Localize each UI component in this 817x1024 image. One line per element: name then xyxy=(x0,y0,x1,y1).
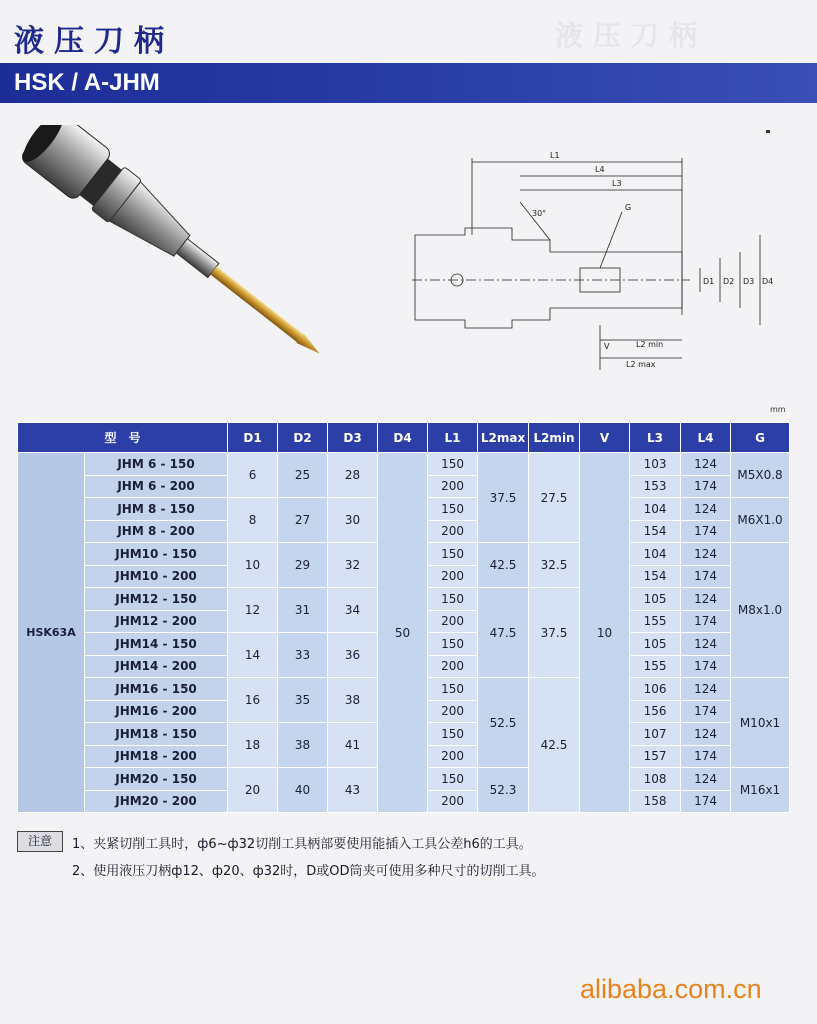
dim-label-v: V xyxy=(604,342,610,351)
model-cell: JHM 6 - 200 xyxy=(85,475,228,498)
note-line-2: 2、使用液压刀柄ф12、ф20、ф32时，D或OD筒夹可使用多种尺寸的切削工具。 xyxy=(72,864,545,879)
l1-cell: 200 xyxy=(428,565,478,588)
l1-cell: 150 xyxy=(428,723,478,746)
col-header-l4: L4 xyxy=(681,423,731,453)
d3-cell: 32 xyxy=(328,543,378,588)
l3-cell: 103 xyxy=(630,453,681,476)
l1-cell: 200 xyxy=(428,475,478,498)
col-header-v: V xyxy=(580,423,630,453)
l1-cell: 200 xyxy=(428,700,478,723)
l2max-cell: 52.5 xyxy=(478,678,529,768)
l2min-cell: 27.5 xyxy=(529,453,580,543)
product-photo xyxy=(20,125,330,385)
l4-cell: 174 xyxy=(681,745,731,768)
col-header-model: 型 号 xyxy=(18,423,228,453)
col-header-d2: D2 xyxy=(278,423,328,453)
l2max-cell: 47.5 xyxy=(478,588,529,678)
g-cell: M16x1 xyxy=(731,768,790,813)
l4-cell: 174 xyxy=(681,700,731,723)
col-header-d4: D4 xyxy=(378,423,428,453)
col-header-l2min: L2min xyxy=(529,423,580,453)
l1-cell: 200 xyxy=(428,745,478,768)
l3-cell: 104 xyxy=(630,543,681,566)
page-subtitle: HSK / A-JHM xyxy=(14,69,160,96)
model-cell: JHM18 - 200 xyxy=(85,745,228,768)
l4-cell: 174 xyxy=(681,565,731,588)
d1-cell: 16 xyxy=(228,678,278,723)
d2-cell: 40 xyxy=(278,768,328,813)
d3-cell: 38 xyxy=(328,678,378,723)
l4-cell: 124 xyxy=(681,588,731,611)
d3-cell: 34 xyxy=(328,588,378,633)
d2-cell: 35 xyxy=(278,678,328,723)
col-header-l2max: L2max xyxy=(478,423,529,453)
l1-cell: 200 xyxy=(428,610,478,633)
d1-cell: 20 xyxy=(228,768,278,813)
d2-cell: 27 xyxy=(278,498,328,543)
l1-cell: 150 xyxy=(428,768,478,791)
dim-label-l1: L1 xyxy=(550,151,560,160)
technical-drawing xyxy=(400,140,775,375)
dim-label-l4: L4 xyxy=(595,165,605,174)
d2-cell: 31 xyxy=(278,588,328,633)
l3-cell: 105 xyxy=(630,588,681,611)
g-cell: M6X1.0 xyxy=(731,498,790,543)
spec-table xyxy=(17,422,790,813)
model-cell: JHM20 - 150 xyxy=(85,768,228,791)
l3-cell: 154 xyxy=(630,520,681,543)
l2max-cell: 42.5 xyxy=(478,543,529,588)
l3-cell: 153 xyxy=(630,475,681,498)
l2max-cell: 52.3 xyxy=(478,768,529,813)
col-header-l3: L3 xyxy=(630,423,681,453)
l1-cell: 150 xyxy=(428,588,478,611)
dim-label-d2: D2 xyxy=(723,277,735,286)
l3-cell: 105 xyxy=(630,633,681,656)
l2max-cell: 37.5 xyxy=(478,453,529,543)
l1-cell: 150 xyxy=(428,543,478,566)
dim-label-l3: L3 xyxy=(612,179,622,188)
l4-cell: 124 xyxy=(681,768,731,791)
l2min-cell: 37.5 xyxy=(529,588,580,678)
col-header-d1: D1 xyxy=(228,423,278,453)
l3-cell: 104 xyxy=(630,498,681,521)
l3-cell: 107 xyxy=(630,723,681,746)
ghost-title: 液压刀柄 xyxy=(555,19,708,52)
note-badge: 注意 xyxy=(17,831,63,852)
col-header-l1: L1 xyxy=(428,423,478,453)
model-cell: JHM14 - 200 xyxy=(85,655,228,678)
model-cell: JHM16 - 150 xyxy=(85,678,228,701)
model-cell: JHM18 - 150 xyxy=(85,723,228,746)
l1-cell: 200 xyxy=(428,520,478,543)
v-cell: 10 xyxy=(580,453,630,813)
dim-label-g: G xyxy=(625,203,632,212)
dim-label-d4: D4 xyxy=(762,277,774,286)
l4-cell: 174 xyxy=(681,520,731,543)
dim-label-d3: D3 xyxy=(743,277,755,286)
page-title: 液压刀柄 xyxy=(14,24,174,59)
l3-cell: 108 xyxy=(630,768,681,791)
l4-cell: 124 xyxy=(681,498,731,521)
d2-cell: 25 xyxy=(278,453,328,498)
d3-cell: 41 xyxy=(328,723,378,768)
l4-cell: 174 xyxy=(681,790,731,813)
d3-cell: 36 xyxy=(328,633,378,678)
l4-cell: 174 xyxy=(681,475,731,498)
model-cell: JHM10 - 200 xyxy=(85,565,228,588)
d1-cell: 12 xyxy=(228,588,278,633)
model-cell: JHM14 - 150 xyxy=(85,633,228,656)
col-header-g: G xyxy=(731,423,790,453)
model-cell: JHM 8 - 150 xyxy=(85,498,228,521)
dim-label-d1: D1 xyxy=(703,277,715,286)
table-header-row xyxy=(18,423,790,453)
d4-cell: 50 xyxy=(378,453,428,813)
note-line-1: 1、夹紧切削工具时，ф6~ф32切削工具柄部要使用能插入工具公差h6的工具。 xyxy=(72,837,532,852)
table-row xyxy=(18,453,790,476)
l1-cell: 150 xyxy=(428,498,478,521)
l4-cell: 174 xyxy=(681,610,731,633)
l4-cell: 174 xyxy=(681,655,731,678)
d1-cell: 10 xyxy=(228,543,278,588)
d2-cell: 38 xyxy=(278,723,328,768)
d1-cell: 6 xyxy=(228,453,278,498)
dim-label-angle: 30° xyxy=(532,209,547,218)
unit-label: mm xyxy=(770,405,786,414)
l4-cell: 124 xyxy=(681,543,731,566)
l2min-cell: 32.5 xyxy=(529,543,580,588)
l4-cell: 124 xyxy=(681,633,731,656)
d1-cell: 8 xyxy=(228,498,278,543)
g-cell: M5X0.8 xyxy=(731,453,790,498)
l1-cell: 200 xyxy=(428,655,478,678)
l4-cell: 124 xyxy=(681,723,731,746)
d3-cell: 30 xyxy=(328,498,378,543)
g-cell: M8x1.0 xyxy=(731,543,790,678)
g-cell: M10x1 xyxy=(731,678,790,768)
watermark: alibaba.com.cn xyxy=(580,974,762,1004)
l3-cell: 158 xyxy=(630,790,681,813)
l1-cell: 150 xyxy=(428,633,478,656)
d2-cell: 33 xyxy=(278,633,328,678)
model-cell: JHM16 - 200 xyxy=(85,700,228,723)
d1-cell: 18 xyxy=(228,723,278,768)
col-header-d3: D3 xyxy=(328,423,378,453)
l4-cell: 124 xyxy=(681,678,731,701)
model-cell: JHM12 - 150 xyxy=(85,588,228,611)
model-cell: JHM20 - 200 xyxy=(85,790,228,813)
model-cell: JHM12 - 200 xyxy=(85,610,228,633)
model-cell: JHM 6 - 150 xyxy=(85,453,228,476)
print-dot xyxy=(766,130,770,133)
d3-cell: 43 xyxy=(328,768,378,813)
l3-cell: 155 xyxy=(630,655,681,678)
l1-cell: 150 xyxy=(428,453,478,476)
model-cell: JHM10 - 150 xyxy=(85,543,228,566)
l3-cell: 157 xyxy=(630,745,681,768)
dim-label-l2min: L2 min xyxy=(636,340,664,349)
group-cell: HSK63A xyxy=(18,453,85,813)
l2min-cell: 42.5 xyxy=(529,678,580,813)
l3-cell: 154 xyxy=(630,565,681,588)
d2-cell: 29 xyxy=(278,543,328,588)
l1-cell: 150 xyxy=(428,678,478,701)
l1-cell: 200 xyxy=(428,790,478,813)
model-cell: JHM 8 - 200 xyxy=(85,520,228,543)
l3-cell: 156 xyxy=(630,700,681,723)
l4-cell: 124 xyxy=(681,453,731,476)
d1-cell: 14 xyxy=(228,633,278,678)
l3-cell: 106 xyxy=(630,678,681,701)
d3-cell: 28 xyxy=(328,453,378,498)
dim-label-l2max: L2 max xyxy=(626,360,656,369)
l3-cell: 155 xyxy=(630,610,681,633)
